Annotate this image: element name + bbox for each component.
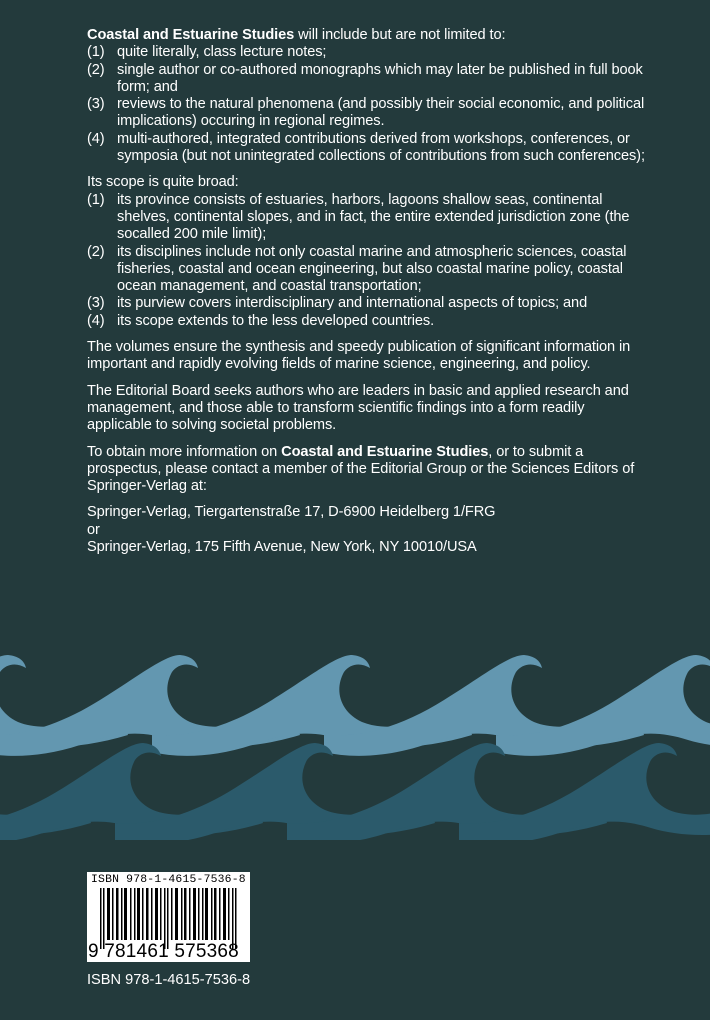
- address-or: or: [87, 521, 100, 538]
- address-heidelberg: Springer-Verlag, Tiergartenstraße 17, D-6900 Heidelberg 1/FRG: [87, 504, 496, 521]
- intro-paragraph: Coastal and Estuarine Studies will include but are not limited to:: [87, 27, 506, 43]
- scope-list: [87, 192, 647, 330]
- wave-light-row: [0, 655, 710, 756]
- list-item: (2) single author or co-authored monographs which may later be published in full book form; and: [87, 61, 643, 95]
- isbn-label: ISBN 978-1-4615-7536-8: [87, 972, 251, 988]
- volumes-paragraph: The volumes ensure the synthesis and speedy publication of significant information in important and rapidly evolving fields of marine science, engineering, and policy.: [87, 339, 631, 373]
- list-item: (1) quite literally, class lecture notes;: [87, 44, 327, 61]
- contact-paragraph: To obtain more information on Coastal and Estuarine Studies, or to submit a prospectus, please contact a member of the Editorial Group or the Sciences Editors of Springer-Verlag at:: [87, 443, 635, 495]
- list-item: (2) its disciplines include not only coastal marine and atmospheric sciences, coastal fisheries, coastal and ocean engineering, but also coastal marine policy, coastal ocean management, and coastal transportation;: [87, 243, 627, 295]
- barcode-digits: 9 781461 575368: [88, 941, 239, 962]
- list-item: (3) its purview covers interdisciplinary and international aspects of topics; and: [87, 295, 588, 312]
- list-item: (4) multi-authored, integrated contributions derived from workshops, conferences, or symposia (but not unintegrated collections of contributions from such conferences);: [87, 130, 645, 165]
- list-item: (3) reviews to the natural phenomena (and possibly their social economic, and political implications) occuring in regional regimes.: [87, 96, 645, 130]
- barcode-isbn-label: ISBN 978-1-4615-7536-8: [91, 874, 246, 886]
- series-title-bold: Coastal and Estuarine Studies: [281, 443, 489, 460]
- address-new-york: Springer-Verlag, 175 Fifth Avenue, New York, NY 10010/USA: [87, 539, 477, 556]
- list-item: (1) its province consists of estuaries, harbors, lagoons shallow seas, continental shelves, continental slopes, and in fact, the entire extended jurisdiction zone (the socalled 200 mile limit);: [87, 191, 630, 243]
- editorial-paragraph: The Editorial Board seeks authors who are leaders in basic and applied research and management, and those able to transform scientific findings into a form readily applicable to solving societal problems.: [87, 382, 629, 434]
- wave-dark-row: [0, 743, 710, 840]
- back-cover-text: [87, 27, 647, 556]
- list-item: (4) its scope extends to the less developed countries.: [87, 312, 435, 329]
- barcode: [87, 872, 250, 962]
- series-title-bold: Coastal and Estuarine Studies: [87, 27, 295, 43]
- include-list: [87, 44, 647, 165]
- scope-heading: Its scope is quite broad:: [87, 174, 239, 191]
- wave-decoration: [0, 600, 710, 840]
